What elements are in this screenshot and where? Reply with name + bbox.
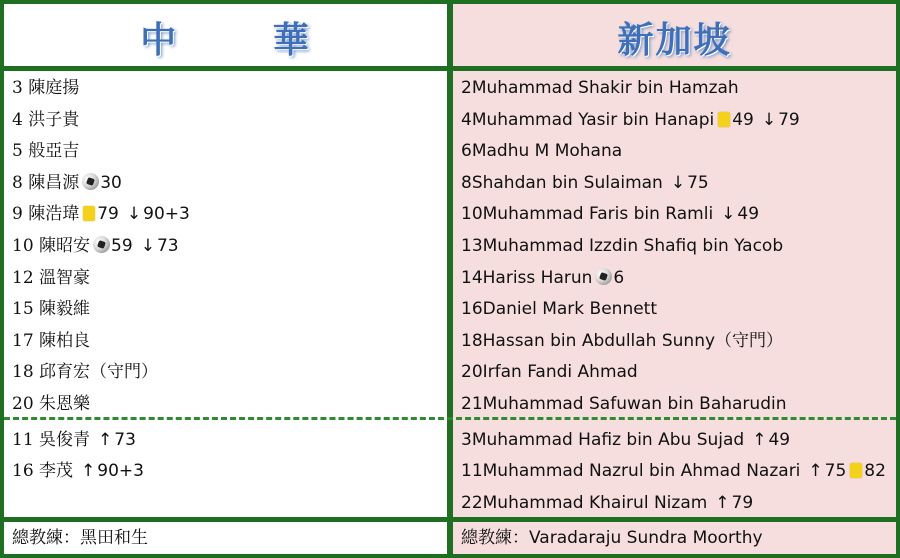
arrow-down-icon: ↓ — [721, 204, 736, 225]
yellow-card-minute: 82 — [864, 461, 886, 482]
player-name: 12 溫智豪 — [12, 267, 91, 288]
player-name: 10 陳昭安 — [12, 236, 91, 256]
starter-row — [12, 231, 179, 261]
right-team-name: 新加坡 — [617, 19, 732, 61]
player-name: 10Muhammad Faris bin Ramli — [461, 204, 714, 225]
player-name: 18Hassan bin Abdullah Sunny（守門） — [461, 330, 784, 351]
starter-row — [461, 199, 759, 229]
player-name: 8 陳昌源 — [12, 172, 80, 193]
right-coach-prefix: 總教練： — [461, 528, 529, 548]
arrow-up-icon: ↑ — [752, 429, 767, 450]
player-name: 17 陳柏良 — [12, 330, 91, 351]
arrow-down-icon: ↓ — [126, 204, 142, 225]
right-team-header — [453, 4, 896, 66]
soccer-ball-icon — [595, 268, 612, 285]
starter-row — [461, 389, 786, 419]
yellow-card-icon — [718, 112, 730, 127]
sub-out-minute: 75 — [687, 172, 709, 193]
player-name: 14Hariss Harun — [461, 267, 593, 288]
arrow-up-icon: ↑ — [98, 429, 113, 450]
starters-subs-divider — [4, 417, 896, 420]
starter-row — [12, 263, 90, 293]
sub-out-minute: 90+3 — [143, 204, 190, 225]
player-name: 3Muhammad Hafiz bin Abu Sujad — [461, 429, 745, 450]
player-name: 16 李茂 — [12, 461, 74, 482]
starter-row — [461, 73, 739, 103]
yellow-card-minute: 79 — [97, 204, 119, 225]
player-name: 2Muhammad Shakir bin Hamzah — [461, 78, 739, 98]
goal-minute: 6 — [613, 267, 625, 288]
substitute-row — [461, 425, 790, 455]
starter-row — [12, 136, 79, 166]
sub-in-minute: 79 — [731, 492, 754, 513]
player-name: 3 陳庭揚 — [12, 78, 80, 98]
substitute-row — [461, 488, 753, 518]
right-coach — [461, 522, 763, 554]
right-lineup — [453, 71, 896, 517]
left-coach-cell — [4, 522, 447, 554]
goal-minute: 30 — [100, 172, 122, 193]
arrow-up-icon: ↑ — [81, 461, 96, 482]
starter-row — [461, 263, 624, 293]
starter-row — [12, 105, 79, 135]
substitute-row — [12, 425, 136, 455]
starter-row — [12, 357, 158, 387]
starter-row — [12, 389, 90, 419]
player-name: 21Muhammad Safuwan bin Baharudin — [461, 394, 787, 414]
player-name: 11Muhammad Nazrul bin Ahmad Nazari — [461, 461, 801, 482]
sub-in-minute: 73 — [114, 429, 136, 450]
left-team-name: 中 華 — [140, 19, 351, 61]
starter-row — [461, 231, 783, 261]
starter-row — [461, 326, 783, 356]
starter-row — [12, 168, 122, 198]
sub-out-minute: 73 — [156, 236, 179, 256]
left-lineup — [4, 71, 447, 517]
player-name: 22Muhammad Khairul Nizam — [461, 492, 708, 513]
yellow-card-minute: 49 — [732, 109, 754, 130]
player-name: 8Shahdan bin Sulaiman — [461, 172, 663, 193]
soccer-ball-icon — [93, 236, 110, 253]
sub-out-minute: 49 — [737, 204, 760, 225]
player-name: 13Muhammad Izzdin Shafiq bin Yacob — [461, 236, 784, 256]
player-name: 11 吳俊青 — [12, 429, 91, 450]
left-team-header — [4, 4, 447, 66]
starter-row — [12, 294, 90, 324]
starter-row — [12, 199, 190, 229]
starter-row — [461, 357, 638, 387]
player-name: 16Daniel Mark Bennett — [461, 299, 658, 320]
soccer-ball-icon — [82, 173, 99, 190]
starter-row — [12, 73, 79, 103]
sub-in-minute: 90+3 — [97, 461, 144, 482]
arrow-up-icon: ↑ — [808, 461, 823, 482]
goal-minute: 59 — [111, 236, 133, 256]
starter-row — [461, 105, 800, 135]
player-name: 4 洪子貴 — [12, 109, 80, 130]
yellow-card-icon — [83, 206, 95, 221]
player-name: 20 朱恩樂 — [12, 394, 91, 414]
player-name: 9 陳浩瑋 — [12, 204, 80, 225]
sub-out-minute: 79 — [778, 109, 800, 130]
starter-row — [461, 168, 709, 198]
yellow-card-icon — [850, 463, 862, 478]
player-name: 18 邱育宏（守門） — [12, 362, 159, 383]
player-name: 4Muhammad Yasir bin Hanapi — [461, 109, 715, 130]
starter-row — [461, 136, 622, 166]
sub-in-minute: 75 — [824, 461, 847, 482]
player-name: 5 般亞吉 — [12, 141, 80, 162]
right-coach-cell — [453, 522, 896, 554]
arrow-down-icon: ↓ — [140, 236, 155, 256]
arrow-down-icon: ↓ — [670, 172, 686, 193]
sub-in-minute: 49 — [768, 429, 791, 450]
starter-row — [12, 326, 90, 356]
starter-row — [461, 294, 657, 324]
arrow-up-icon: ↑ — [715, 492, 730, 513]
player-name: 6Madhu M Mohana — [461, 141, 623, 162]
substitute-row — [12, 456, 144, 486]
player-name: 15 陳毅維 — [12, 299, 91, 320]
substitute-row — [461, 456, 886, 486]
left-coach: 總教練：黑田和生 — [12, 528, 148, 548]
right-coach-name: Varadaraju Sundra Moorthy — [529, 528, 763, 548]
arrow-down-icon: ↓ — [761, 109, 777, 130]
player-name: 20Irfan Fandi Ahmad — [461, 362, 638, 383]
